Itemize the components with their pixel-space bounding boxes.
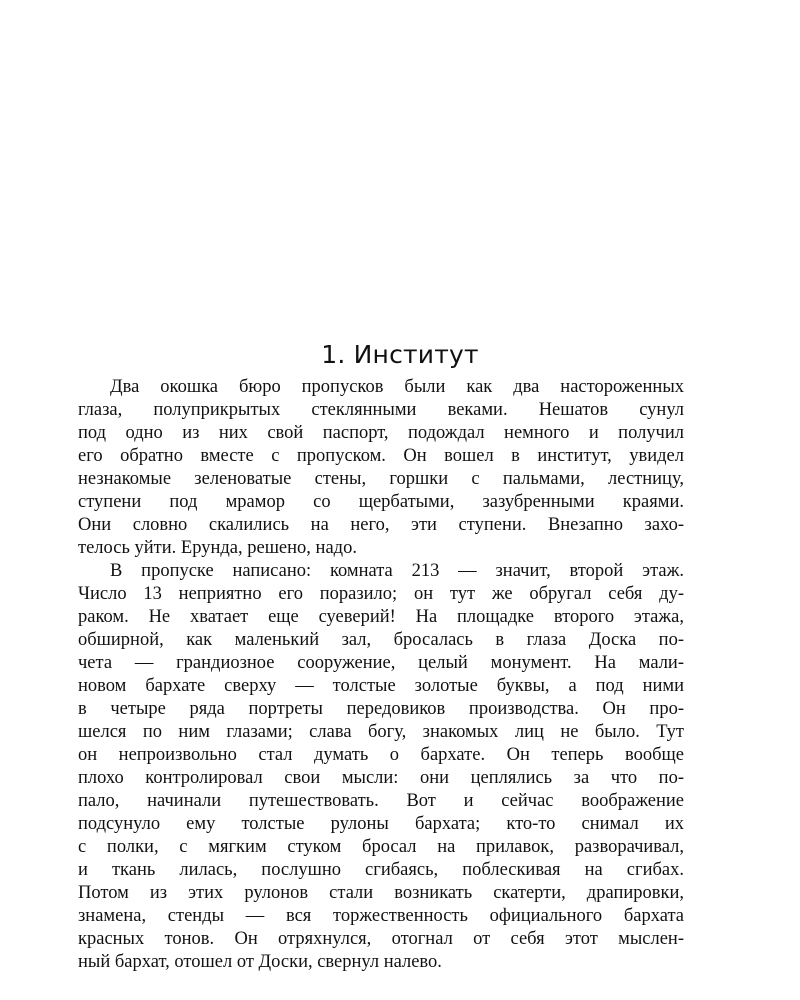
text-line: его обратно вместе с пропуском. Он вошел в институт, увидел [78, 446, 684, 466]
text-line: обширной, как маленький зал, бросалась в глаза Доска по- [78, 630, 684, 650]
text-line: пало, начинали путешествовать. Вот и сейчас воображение [78, 791, 684, 811]
text-line: с полки, с мягким стуком бросал на прилавок, разворачивал, [78, 837, 684, 857]
text-line: чета — грандиозное сооружение, целый монумент. На мали- [78, 653, 684, 673]
paragraph-1 [78, 376, 684, 560]
text-line: шелся по ним глазами; слава богу, знакомых лиц не было. Тут [78, 722, 684, 742]
text-line: в четыре ряда портреты передовиков производства. Он про- [78, 699, 684, 719]
text-line: телось уйти. Ерунда, решено, надо. [78, 538, 357, 558]
text-line: Они словно скалились на него, эти ступени. Внезапно захо- [78, 515, 684, 535]
text-line: ступени под мрамор со щербатыми, зазубренными краями. [78, 492, 684, 512]
chapter-body [78, 376, 684, 974]
text-line: новом бархате сверху — толстые золотые буквы, а под ними [78, 676, 684, 696]
text-line: он непроизвольно стал думать о бархате. Он теперь вообще [78, 745, 684, 765]
text-line: плохо контролировал свои мысли: они цеплялись за что по- [78, 768, 684, 788]
text-line: Потом из этих рулонов стали возникать скатерти, драпировки, [78, 883, 684, 903]
text-line: глаза, полуприкрытых стеклянными веками. Нешатов сунул [78, 400, 684, 420]
text-line: незнакомые зеленоватые стены, горшки с пальмами, лестницу, [78, 469, 684, 489]
text-line: Два окошка бюро пропусков были как два настороженных [110, 377, 684, 397]
text-line: знамена, стенды — вся торжественность официального бархата [78, 906, 684, 926]
text-line: В пропуске написано: комната 213 — значит, второй этаж. [110, 561, 684, 581]
chapter-title: 1. Институт [321, 340, 479, 369]
paragraph-2 [78, 560, 684, 974]
text-line: красных тонов. Он отряхнулся, отогнал от себя этот мыслен- [78, 929, 684, 949]
text-line: и ткань лилась, послушно сгибаясь, поблескивая на сгибах. [78, 860, 684, 880]
text-line: подсунуло ему толстые рулоны бархата; кто-то снимал их [78, 814, 684, 834]
text-line: ный бархат, отошел от Доски, свернул налево. [78, 952, 442, 972]
text-line: под одно из них свой паспорт, подождал немного и получил [78, 423, 684, 443]
text-line: раком. Не хватает еще суеверий! На площадке второго этажа, [78, 607, 684, 627]
text-line: Число 13 неприятно его поразило; он тут же обругал себя ду- [78, 584, 684, 604]
